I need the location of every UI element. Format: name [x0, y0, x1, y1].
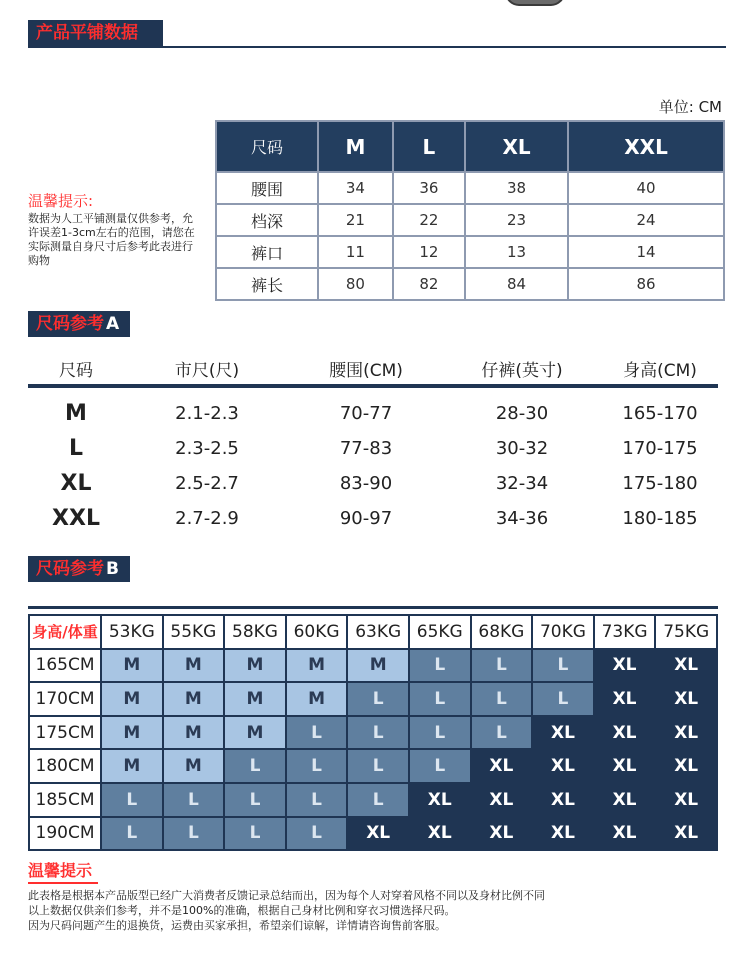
flat-measure-table: [215, 120, 725, 301]
tip-line: 此表格是根据本产品版型已经广大消费者反馈记录总结而出，因为每个人对穿着风格不同以及身材比例不同: [28, 889, 545, 902]
table-row: [29, 783, 717, 817]
row-label: 档深: [216, 204, 318, 236]
table-cell: 77-83: [339, 438, 393, 459]
table-row: [28, 431, 718, 466]
table-row: [216, 236, 724, 268]
table-row: [29, 682, 717, 716]
height-label: 175CM: [29, 716, 101, 750]
table-cell: 14: [568, 236, 724, 268]
header-cell: 身高(CM): [623, 360, 697, 381]
size-cell: M: [163, 649, 225, 683]
section-title-ref-a: [28, 311, 130, 337]
section-title-text: 尺码参考: [36, 314, 104, 334]
table-cell: 40: [568, 172, 724, 204]
size-cell: XL: [594, 716, 656, 750]
tip-title: 温馨提示:: [28, 192, 94, 210]
size-cell: XL: [594, 649, 656, 683]
weight-header: 65KG: [409, 615, 471, 649]
header-cell: XXL: [568, 121, 724, 172]
header-cell: M: [318, 121, 393, 172]
section-divider: [28, 606, 718, 609]
table-cell: 13: [465, 236, 568, 268]
height-weight-size-grid: [28, 614, 718, 851]
size-cell: M: [163, 682, 225, 716]
size-cell: XL: [594, 783, 656, 817]
size-cell: XXL: [52, 506, 100, 531]
size-cell: L: [347, 682, 409, 716]
weight-header: 70KG: [532, 615, 594, 649]
size-cell: XL: [594, 817, 656, 851]
table-header-row: [216, 121, 724, 172]
size-cell: M: [224, 716, 286, 750]
size-cell: M: [286, 649, 348, 683]
size-cell: L: [224, 749, 286, 783]
size-cell: XL: [409, 817, 471, 851]
row-label: 裤长: [216, 268, 318, 300]
size-cell: L: [286, 817, 348, 851]
section-title-suffix: B: [106, 559, 119, 579]
table-row: [216, 204, 724, 236]
table-row: [216, 268, 724, 300]
size-cell: M: [101, 716, 163, 750]
table-cell: 2.5-2.7: [175, 473, 239, 494]
size-cell: XL: [532, 783, 594, 817]
table-cell: 80: [318, 268, 393, 300]
size-cell: XL: [655, 716, 717, 750]
size-cell: L: [471, 716, 533, 750]
table-row: [28, 396, 718, 431]
section-divider: [28, 46, 726, 48]
table-cell: 36: [393, 172, 465, 204]
ref-a-header: [28, 352, 718, 388]
table-cell: 2.1-2.3: [175, 403, 239, 424]
size-cell: L: [532, 649, 594, 683]
size-cell: M: [101, 682, 163, 716]
section-title-flat-data: [28, 20, 163, 46]
table-cell: 22: [393, 204, 465, 236]
table-cell: 28-30: [495, 403, 549, 424]
size-cell: XL: [655, 817, 717, 851]
table-row: [29, 649, 717, 683]
table-cell: 12: [393, 236, 465, 268]
table-row: [29, 817, 717, 851]
height-label: 180CM: [29, 749, 101, 783]
header-cell: 尺码: [216, 121, 318, 172]
weight-header: 68KG: [471, 615, 533, 649]
row-label: 腰围: [216, 172, 318, 204]
weight-header: 58KG: [224, 615, 286, 649]
weight-header: 73KG: [594, 615, 656, 649]
table-header-row: [29, 615, 717, 649]
table-cell: 2.3-2.5: [175, 438, 239, 459]
height-label: 170CM: [29, 682, 101, 716]
header-cell: 市尺(尺): [174, 360, 240, 381]
size-cell: L: [163, 783, 225, 817]
weight-header: 53KG: [101, 615, 163, 649]
section-title-suffix: A: [106, 314, 120, 334]
row-label: 裤口: [216, 236, 318, 268]
table-cell: 24: [568, 204, 724, 236]
size-cell: L: [101, 817, 163, 851]
table-cell: 165-170: [622, 403, 698, 424]
header-cell: 尺码: [59, 360, 93, 381]
table-cell: 180-185: [622, 508, 698, 529]
size-cell: M: [101, 749, 163, 783]
tip-body: 数据为人工平铺测量仅供参考，允许误差1-3cm左右的范围，请您在实际测量自身尺寸后参考此表进行购物: [28, 212, 195, 267]
size-cell: XL: [60, 471, 92, 496]
size-cell: XL: [409, 783, 471, 817]
size-cell: L: [101, 783, 163, 817]
size-cell: L: [347, 783, 409, 817]
section-title-text: 产品平铺数据: [36, 23, 138, 43]
table-row: [28, 501, 718, 536]
size-cell: XL: [532, 749, 594, 783]
size-cell: M: [286, 682, 348, 716]
ref-a-body: [28, 388, 718, 536]
table-cell: 84: [465, 268, 568, 300]
weight-header: 55KG: [163, 615, 225, 649]
size-cell: XL: [471, 783, 533, 817]
size-cell: L: [224, 783, 286, 817]
size-cell: XL: [655, 649, 717, 683]
size-cell: L: [68, 436, 84, 461]
product-image-fragment: [505, 0, 565, 6]
table-cell: 90-97: [339, 508, 393, 529]
table-cell: 175-180: [622, 473, 698, 494]
header-cell: XL: [465, 121, 568, 172]
table-row: [29, 749, 717, 783]
size-cell: L: [286, 783, 348, 817]
size-cell: M: [163, 716, 225, 750]
size-cell: XL: [471, 749, 533, 783]
unit-label: 单位: CM: [658, 98, 722, 116]
height-label: 185CM: [29, 783, 101, 817]
size-cell: XL: [655, 783, 717, 817]
size-cell: XL: [594, 749, 656, 783]
size-cell: M: [101, 649, 163, 683]
header-cell: 仔裤(英寸): [481, 360, 563, 381]
table-cell: 2.7-2.9: [175, 508, 239, 529]
table-cell: 170-175: [622, 438, 698, 459]
size-reference-a: [28, 352, 718, 536]
table-cell: 82: [393, 268, 465, 300]
size-cell: L: [224, 817, 286, 851]
tip-title: 温馨提示: [28, 861, 93, 880]
table-cell: 34-36: [495, 508, 549, 529]
size-cell: M: [163, 749, 225, 783]
size-cell: L: [409, 749, 471, 783]
size-cell: L: [409, 682, 471, 716]
tip-underline: [28, 882, 98, 884]
size-cell: M: [347, 649, 409, 683]
size-cell: XL: [347, 817, 409, 851]
size-cell: L: [286, 749, 348, 783]
tip-body: [28, 888, 718, 933]
size-cell: L: [347, 716, 409, 750]
table-cell: 38: [465, 172, 568, 204]
size-cell: L: [163, 817, 225, 851]
table-cell: 32-34: [495, 473, 549, 494]
table-cell: 21: [318, 204, 393, 236]
size-cell: L: [471, 682, 533, 716]
size-cell: L: [471, 649, 533, 683]
table-cell: 34: [318, 172, 393, 204]
size-cell: L: [409, 649, 471, 683]
size-cell: XL: [471, 817, 533, 851]
size-cell: XL: [532, 716, 594, 750]
size-cell: M: [65, 401, 87, 426]
table-cell: 23: [465, 204, 568, 236]
table-cell: 83-90: [339, 473, 393, 494]
table-cell: 30-32: [495, 438, 549, 459]
tip-line: 以上数据仅供亲们参考，并不是100%的准确，根据自己身材比例和穿衣习惯选择尺码。: [28, 904, 456, 917]
size-cell: XL: [532, 817, 594, 851]
corner-label: 身高/体重: [29, 615, 101, 649]
table-cell: 70-77: [339, 403, 393, 424]
header-cell: 腰围(CM): [329, 360, 403, 381]
weight-header: 63KG: [347, 615, 409, 649]
size-cell: XL: [655, 682, 717, 716]
table-cell: 86: [568, 268, 724, 300]
tip-line: 因为尺码问题产生的退换货，运费由买家承担，希望亲们谅解，详情请咨询售前客服。: [28, 919, 446, 932]
size-cell: XL: [594, 682, 656, 716]
table-cell: 11: [318, 236, 393, 268]
size-cell: M: [224, 682, 286, 716]
size-cell: L: [347, 749, 409, 783]
section-title-ref-b: [28, 556, 130, 582]
height-label: 190CM: [29, 817, 101, 851]
size-cell: XL: [655, 749, 717, 783]
header-cell: L: [393, 121, 465, 172]
size-cell: L: [409, 716, 471, 750]
weight-header: 75KG: [655, 615, 717, 649]
section-title-text: 尺码参考: [36, 559, 104, 579]
table-row: [29, 716, 717, 750]
size-cell: L: [286, 716, 348, 750]
weight-header: 60KG: [286, 615, 348, 649]
table-row: [28, 466, 718, 501]
size-cell: L: [532, 682, 594, 716]
table-row: [216, 172, 724, 204]
size-cell: M: [224, 649, 286, 683]
height-label: 165CM: [29, 649, 101, 683]
